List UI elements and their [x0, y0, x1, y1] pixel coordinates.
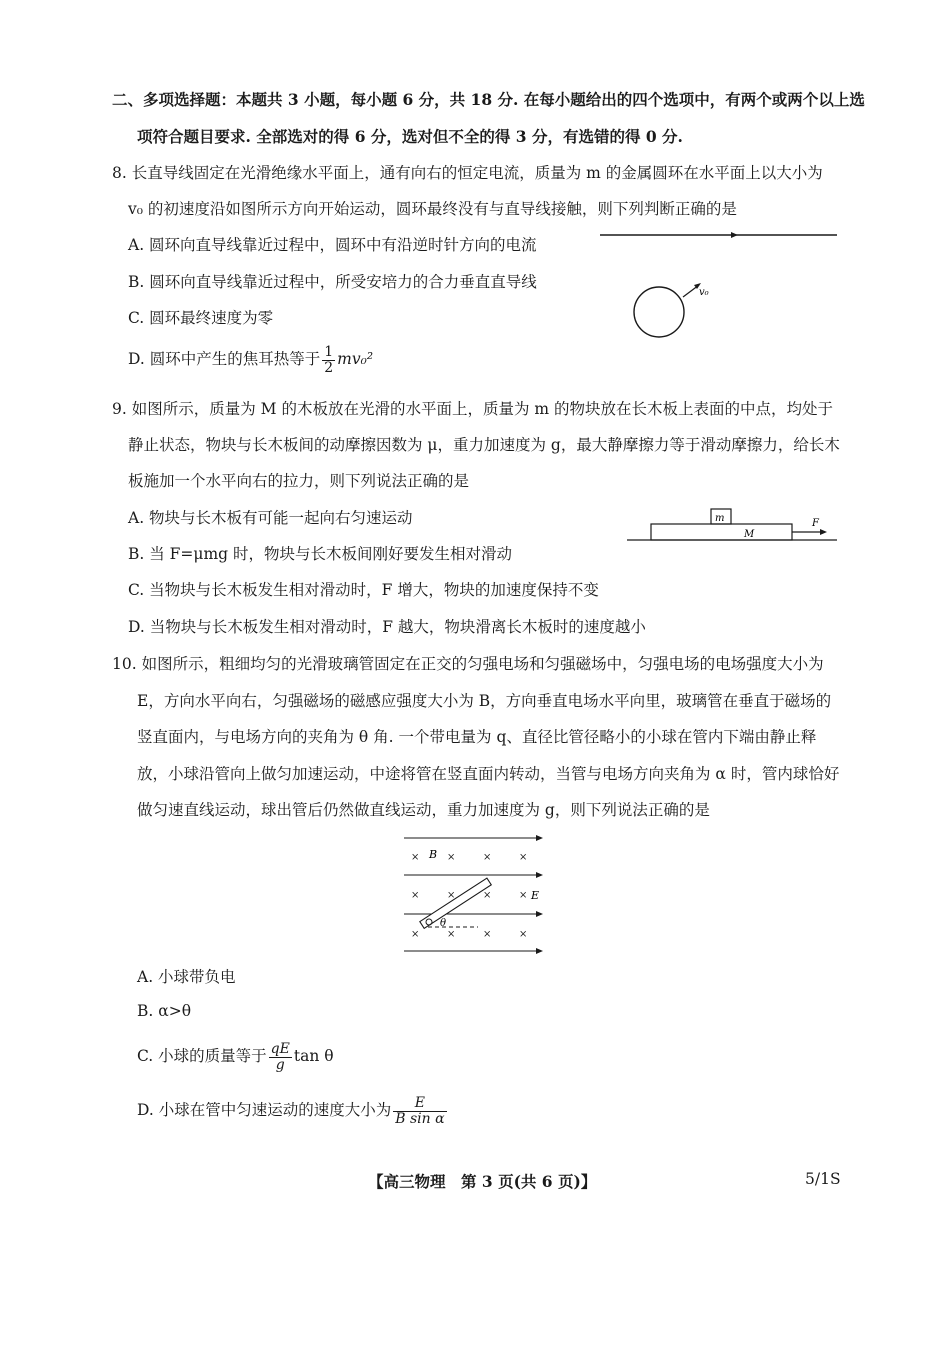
q8-option-d-suffix: mv₀² [337, 350, 374, 369]
cross-icon: × [411, 929, 420, 940]
q9-option-d: D. 当物块与长木板发生相对滑动时，F 越大，物块滑离长木板时的速度越小 [128, 618, 646, 636]
cross-icon: × [483, 852, 492, 863]
force-label-F: F [812, 518, 819, 529]
metal-ring [634, 287, 684, 337]
footer-page-info: 【高三物理 第 3 页(共 6 页)】 [368, 1172, 597, 1191]
cross-icon: × [519, 929, 528, 940]
q8-stem-line2: v₀ 的初速度沿如图所示方向开始运动，圆环最终没有与直导线接触，则下列判断正确的是 [128, 200, 737, 218]
q10-option-c [137, 1042, 334, 1072]
q8-d-frac-den: 2 [324, 359, 334, 376]
q10-option-d-fraction [393, 1096, 446, 1126]
q10-option-c-suffix: tan θ [293, 1047, 334, 1066]
section-title-line1: 二、多项选择题：本题共 3 小题，每小题 6 分，共 18 分. 在每小题给出的四个选项中，有两个或两个以上选 [112, 90, 865, 109]
force-arrowhead-icon [820, 529, 827, 535]
cross-icon: × [519, 852, 528, 863]
q9-figure [622, 500, 844, 550]
q8-option-d-prefix: D. 圆环中产生的焦耳热等于 [128, 350, 321, 369]
q10-option-b: B. α>θ [137, 1002, 192, 1020]
q10-d-frac-num: E [393, 1096, 446, 1112]
q10-stem-line2: E，方向水平向右，匀强磁场的磁感应强度大小为 B，方向垂直电场水平向里，玻璃管在垂直于磁场的 [137, 692, 832, 710]
q10-c-frac-num: qE [270, 1041, 290, 1057]
arrowhead-icon [536, 948, 543, 954]
q8-option-d [128, 345, 373, 375]
q10-figure [400, 830, 550, 960]
glass-tube [420, 878, 491, 928]
q10-option-d [137, 1096, 449, 1126]
arrowhead-icon [536, 911, 543, 917]
q10-c-frac-den: g [275, 1056, 285, 1073]
arrowhead-icon [536, 835, 543, 841]
label-theta: θ [440, 918, 447, 929]
cross-icon: × [411, 890, 420, 901]
long-board [651, 524, 792, 540]
footer-code: 5/1S [805, 1170, 841, 1188]
tube-body [420, 878, 491, 928]
q9-option-b: B. 当 F=μmg 时，物块与长木板间刚好要发生相对滑动 [128, 545, 513, 563]
q8-option-b: B. 圆环向直导线靠近过程中，所受安培力的合力垂直直导线 [128, 273, 537, 291]
q9-stem-line1: 9. 如图所示，质量为 M 的木板放在光滑的水平面上，质量为 m 的物块放在长木板上表面的中点，均处于 [112, 400, 833, 418]
q9-option-a: A. 物块与长木板有可能一起向右匀速运动 [128, 509, 413, 527]
cross-icon: × [411, 852, 420, 863]
cross-icon: × [447, 929, 456, 940]
section-title-line2: 项符合题目要求. 全部选对的得 6 分，选对但不全的得 3 分，有选错的得 0 分. [137, 127, 683, 146]
q10-option-d-prefix: D. 小球在管中匀速运动的速度大小为 [137, 1101, 392, 1120]
cross-icon: × [447, 890, 456, 901]
q10-option-c-fraction [269, 1042, 292, 1072]
q9-stem-line3: 板施加一个水平向右的拉力，则下列说法正确的是 [128, 472, 470, 490]
q8-d-frac-num: 1 [324, 344, 334, 360]
q8-option-a: A. 圆环向直导线靠近过程中，圆环中有沿逆时针方向的电流 [128, 236, 537, 254]
q8-figure [595, 225, 845, 345]
q8-option-c: C. 圆环最终速度为零 [128, 309, 274, 327]
cross-icon: × [519, 890, 528, 901]
current-arrow-icon [731, 232, 738, 238]
label-E: E [531, 889, 540, 902]
arrowhead-icon [536, 872, 543, 878]
block-label-m: m [715, 513, 725, 524]
q10-option-a: A. 小球带负电 [137, 968, 236, 986]
q10-option-c-prefix: C. 小球的质量等于 [137, 1047, 267, 1066]
q9-stem-line2: 静止状态，物块与长木板间的动摩擦因数为 μ，重力加速度为 g，最大静摩擦力等于滑动摩擦力，给长木 [128, 436, 840, 454]
q10-stem-line3: 竖直面内，与电场方向的夹角为 θ 角. 一个带电量为 q、直径比管径略小的小球在管内下端由静止释 [137, 728, 817, 746]
q10-stem-line1: 10. 如图所示，粗细均匀的光滑玻璃管固定在正交的匀强电场和匀强磁场中，匀强电场的电场强度大小为 [112, 655, 824, 673]
cross-icon: × [483, 890, 492, 901]
cross-icon: × [447, 852, 456, 863]
q8-option-d-fraction [322, 345, 335, 375]
q10-d-frac-den: B sin α [395, 1110, 445, 1127]
cross-icon: × [483, 929, 492, 940]
q10-stem-line5: 做匀速直线运动，球出管后仍然做直线运动，重力加速度为 g，则下列说法正确的是 [137, 801, 710, 819]
label-B: B [429, 848, 438, 861]
q8-stem-line1: 8. 长直导线固定在光滑绝缘水平面上，通有向右的恒定电流，质量为 m 的金属圆环在水平面上以大小为 [112, 164, 823, 182]
q10-stem-line4: 放，小球沿管向上做匀加速运动，中途将管在竖直面内转动，当管与电场方向夹角为 α 时，管内球恰好 [137, 765, 840, 783]
board-label-M: M [744, 529, 755, 540]
v0-label: v₀ [699, 287, 709, 298]
q9-option-c: C. 当物块与长木板发生相对滑动时，F 增大，物块的加速度保持不变 [128, 581, 599, 599]
